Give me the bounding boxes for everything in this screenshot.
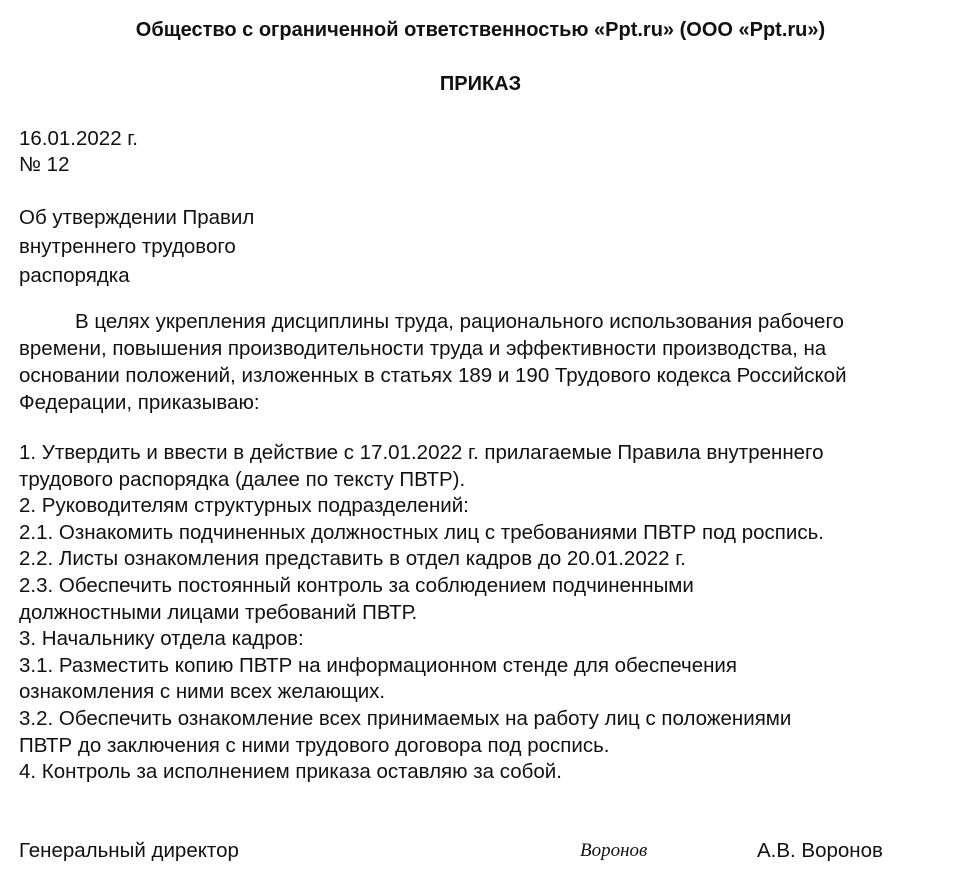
document-title: ПРИКАЗ [439,73,522,95]
item-line: 2.3. Обеспечить постоянный контроль за соблюдением подчиненными [19,573,694,597]
item-line: 2.2. Листы ознакомления представить в отдел кадров до 20.01.2022 г. [19,547,686,571]
item-line: 3.2. Обеспечить ознакомление всех принимаемых на работу лиц с положениями [19,706,792,730]
item-line: 3.1. Разместить копию ПВТР на информационном стенде для обеспечения [19,653,737,677]
handwritten-signature: Воронов [580,840,648,861]
item-line: ПВТР до заключения с ними трудового договора под роспись. [19,733,610,757]
order-date: 16.01.2022 г. [19,127,138,150]
signatory-position: Генеральный директор [19,839,239,862]
subject-line: Об утверждении Правил [19,206,255,229]
preamble-line: времени, повышения производительности труда и эффективности производства, на [19,337,827,360]
preamble-line: Федерации, приказываю: [19,391,260,414]
item-line: 1. Утвердить и ввести в действие с 17.01.2022 г. прилагаемые Правила внутреннего [19,441,824,464]
item-line: 4. Контроль за исполнением приказа оставляю за собой. [19,760,562,784]
item-line: должностными лицами требований ПВТР. [19,600,418,624]
preamble-line: основании положений, изложенных в статьях 189 и 190 Трудового кодекса Российской [19,364,847,387]
item-line: ознакомления с ними всех желающих. [19,680,386,704]
preamble-paragraph [19,308,947,416]
preamble-line: В целях укрепления дисциплины труда, рационального использования рабочего [75,310,844,333]
item-line: 2.1. Ознакомить подчиненных должностных лиц с требованиями ПВТР под роспись. [19,520,824,544]
item-line: трудового распорядка (далее по тексту ПВТР). [19,467,466,491]
order-items [19,440,947,786]
order-subject [19,203,254,290]
subject-line: распорядка [19,264,130,287]
signatory-name: А.В. Воронов [757,839,883,862]
order-number: № 12 [19,153,70,176]
item-line: 2. Руководителям структурных подразделений: [19,494,469,518]
subject-line: внутреннего трудового [19,235,236,258]
organization-name: Общество с ограниченной ответственностью «Ppt.ru» (ООО «Ppt.ru») [135,19,826,41]
item-line: 3. Начальнику отдела кадров: [19,627,304,651]
